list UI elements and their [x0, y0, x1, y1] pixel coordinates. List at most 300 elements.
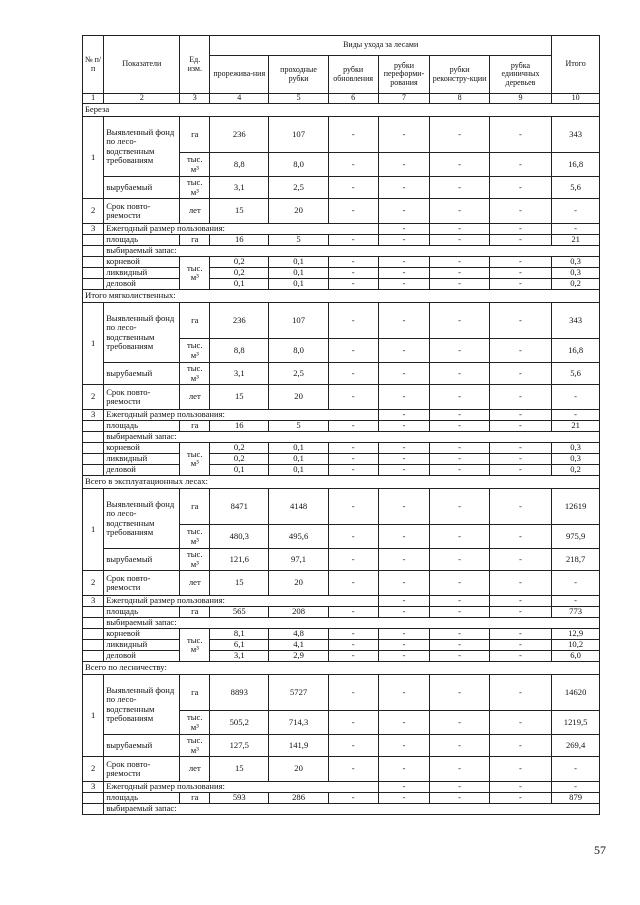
header-numbers-row: [83, 94, 600, 104]
value-cell: 0,2: [210, 443, 269, 454]
value-cell: 21: [552, 235, 600, 246]
indicator-label: Ежегодный размер пользования:: [104, 224, 378, 235]
data-row: [83, 804, 600, 815]
indicator-label: площадь: [104, 607, 180, 618]
value-cell: 5,6: [552, 177, 600, 199]
value-cell: -: [328, 279, 378, 290]
empty-cell: -: [378, 410, 430, 421]
empty-cell: -: [552, 224, 600, 235]
value-cell: 8,8: [210, 339, 269, 363]
value-cell: 3,1: [210, 363, 269, 385]
row-number: 1: [83, 117, 104, 199]
empty-cell: [83, 268, 104, 279]
indicator-label: выбираемый запас:: [104, 246, 600, 257]
data-row: [83, 303, 600, 339]
value-cell: -: [430, 711, 489, 735]
value-cell: -: [430, 454, 489, 465]
indicator-label: вырубаемый: [104, 549, 180, 571]
value-cell: 21: [552, 421, 600, 432]
value-cell: 8,1: [210, 629, 269, 640]
value-cell: -: [489, 793, 552, 804]
value-cell: -: [489, 303, 552, 339]
value-cell: -: [378, 257, 430, 268]
value-cell: -: [489, 489, 552, 525]
value-cell: -: [378, 651, 430, 662]
value-cell: 20: [269, 199, 328, 224]
value-cell: 208: [269, 607, 328, 618]
empty-cell: -: [430, 596, 489, 607]
empty-cell: -: [489, 224, 552, 235]
data-row: [83, 618, 600, 629]
data-row: [83, 421, 600, 432]
indicator-label: выбираемый запас:: [104, 432, 600, 443]
value-cell: -: [328, 651, 378, 662]
empty-cell: [83, 279, 104, 290]
value-cell: -: [489, 385, 552, 410]
unit-label: га: [180, 117, 210, 153]
value-cell: 4,8: [269, 629, 328, 640]
data-row: [83, 675, 600, 711]
value-cell: -: [328, 454, 378, 465]
data-row: [83, 235, 600, 246]
value-cell: 14620: [552, 675, 600, 711]
value-cell: -: [552, 199, 600, 224]
section-title: Итого мягколиственных:: [83, 290, 600, 303]
indicator-label: Ежегодный размер пользования:: [104, 410, 378, 421]
value-cell: -: [489, 257, 552, 268]
value-cell: 4148: [269, 489, 328, 525]
header-number: 5: [269, 94, 328, 104]
row-number: 1: [83, 303, 104, 385]
value-cell: -: [430, 303, 489, 339]
value-cell: 15: [210, 385, 269, 410]
value-cell: 121,6: [210, 549, 269, 571]
value-cell: -: [489, 177, 552, 199]
empty-cell: [83, 804, 104, 815]
empty-cell: [83, 443, 104, 454]
row-number: 2: [83, 571, 104, 596]
indicator-label: Срок повто-ряемости: [104, 385, 180, 410]
header-col: рубка единичных деревьев: [489, 56, 552, 94]
indicator-label: деловой: [104, 279, 180, 290]
empty-cell: -: [378, 224, 430, 235]
value-cell: -: [378, 629, 430, 640]
empty-cell: [83, 640, 104, 651]
unit-label: тыс. м³: [180, 525, 210, 549]
value-cell: -: [378, 675, 430, 711]
value-cell: -: [489, 465, 552, 476]
unit-label: тыс. м³: [180, 177, 210, 199]
value-cell: 0,1: [269, 279, 328, 290]
value-cell: 286: [269, 793, 328, 804]
unit-label: тыс. м³: [180, 549, 210, 571]
value-cell: 0,2: [552, 465, 600, 476]
value-cell: 127,5: [210, 735, 269, 757]
data-row: [83, 257, 600, 268]
value-cell: -: [489, 454, 552, 465]
value-cell: 0,1: [269, 257, 328, 268]
empty-cell: [83, 465, 104, 476]
value-cell: 5: [269, 235, 328, 246]
unit-label: тыс. м³: [180, 339, 210, 363]
value-cell: 2,5: [269, 363, 328, 385]
value-cell: -: [328, 363, 378, 385]
indicator-label: Срок повто-ряемости: [104, 199, 180, 224]
value-cell: -: [328, 199, 378, 224]
unit-label: лет: [180, 757, 210, 782]
data-row: [83, 385, 600, 410]
empty-cell: [83, 618, 104, 629]
header-indicators: Показатели: [104, 36, 180, 94]
value-cell: 0,1: [269, 268, 328, 279]
value-cell: 3,1: [210, 651, 269, 662]
value-cell: 4,1: [269, 640, 328, 651]
indicator-label: корневой: [104, 257, 180, 268]
value-cell: -: [430, 675, 489, 711]
value-cell: 0,3: [552, 454, 600, 465]
value-cell: 20: [269, 757, 328, 782]
indicator-label: ликвидный: [104, 640, 180, 651]
data-row: [83, 432, 600, 443]
unit-label: тыс. м³: [180, 443, 210, 476]
value-cell: 269,4: [552, 735, 600, 757]
value-cell: 5,6: [552, 363, 600, 385]
value-cell: -: [378, 607, 430, 618]
value-cell: -: [489, 199, 552, 224]
header-number: 2: [104, 94, 180, 104]
indicator-label: вырубаемый: [104, 363, 180, 385]
data-row: [83, 793, 600, 804]
value-cell: 15: [210, 571, 269, 596]
value-cell: -: [489, 153, 552, 177]
value-cell: -: [328, 268, 378, 279]
value-cell: -: [378, 235, 430, 246]
value-cell: -: [489, 525, 552, 549]
value-cell: -: [430, 735, 489, 757]
empty-cell: -: [430, 224, 489, 235]
value-cell: -: [489, 363, 552, 385]
empty-cell: -: [430, 410, 489, 421]
header-col: рубки обновления: [328, 56, 378, 94]
unit-label: га: [180, 235, 210, 246]
value-cell: -: [430, 421, 489, 432]
value-cell: -: [552, 385, 600, 410]
value-cell: -: [328, 235, 378, 246]
unit-label: тыс. м³: [180, 735, 210, 757]
value-cell: 16,8: [552, 153, 600, 177]
value-cell: 107: [269, 117, 328, 153]
empty-cell: -: [430, 782, 489, 793]
value-cell: -: [328, 640, 378, 651]
value-cell: 8893: [210, 675, 269, 711]
value-cell: 15: [210, 199, 269, 224]
value-cell: -: [489, 735, 552, 757]
value-cell: 2,5: [269, 177, 328, 199]
row-number: 1: [83, 489, 104, 571]
unit-label: га: [180, 489, 210, 525]
unit-label: га: [180, 793, 210, 804]
unit-label: га: [180, 303, 210, 339]
value-cell: -: [328, 443, 378, 454]
value-cell: -: [489, 339, 552, 363]
data-row: [83, 640, 600, 651]
value-cell: -: [430, 757, 489, 782]
data-row: [83, 651, 600, 662]
value-cell: 0,1: [210, 279, 269, 290]
value-cell: -: [328, 465, 378, 476]
value-cell: 3,1: [210, 177, 269, 199]
value-cell: 0,2: [210, 268, 269, 279]
data-row: [83, 549, 600, 571]
header-number: 9: [489, 94, 552, 104]
value-cell: -: [328, 153, 378, 177]
section-title-row: [83, 290, 600, 303]
value-cell: 16: [210, 421, 269, 432]
value-cell: -: [489, 571, 552, 596]
value-cell: 10,2: [552, 640, 600, 651]
empty-cell: [83, 257, 104, 268]
value-cell: -: [552, 571, 600, 596]
unit-label: тыс. м³: [180, 153, 210, 177]
header-number: 7: [378, 94, 430, 104]
row-number: 2: [83, 757, 104, 782]
indicator-label: Срок повто-ряемости: [104, 757, 180, 782]
value-cell: -: [430, 177, 489, 199]
value-cell: -: [378, 525, 430, 549]
indicator-label: корневой: [104, 629, 180, 640]
value-cell: -: [489, 675, 552, 711]
value-cell: -: [328, 257, 378, 268]
header-number: 1: [83, 94, 104, 104]
row-number: 3: [83, 782, 104, 793]
value-cell: -: [378, 153, 430, 177]
value-cell: -: [328, 675, 378, 711]
empty-cell: [83, 246, 104, 257]
value-cell: 495,6: [269, 525, 328, 549]
value-cell: 5: [269, 421, 328, 432]
value-cell: -: [378, 465, 430, 476]
value-cell: -: [378, 268, 430, 279]
value-cell: -: [378, 571, 430, 596]
empty-cell: -: [378, 782, 430, 793]
value-cell: 8,0: [269, 339, 328, 363]
header-col: прорежива-ния: [210, 56, 269, 94]
section-title: Всего в эксплуатационных лесах:: [83, 476, 600, 489]
empty-cell: [83, 235, 104, 246]
header-number: 3: [180, 94, 210, 104]
value-cell: 0,2: [210, 454, 269, 465]
value-cell: -: [378, 363, 430, 385]
row-number: 2: [83, 385, 104, 410]
indicator-label: выбираемый запас:: [104, 618, 600, 629]
value-cell: -: [328, 489, 378, 525]
value-cell: 236: [210, 117, 269, 153]
value-cell: 565: [210, 607, 269, 618]
empty-cell: [83, 607, 104, 618]
unit-label: тыс. м³: [180, 363, 210, 385]
value-cell: -: [378, 339, 430, 363]
value-cell: -: [328, 793, 378, 804]
indicator-label: вырубаемый: [104, 177, 180, 199]
value-cell: -: [378, 303, 430, 339]
value-cell: 0,1: [210, 465, 269, 476]
value-cell: 12619: [552, 489, 600, 525]
value-cell: -: [328, 607, 378, 618]
data-row: [83, 782, 600, 793]
data-row: [83, 177, 600, 199]
value-cell: 20: [269, 385, 328, 410]
value-cell: 15: [210, 757, 269, 782]
indicator-label: деловой: [104, 651, 180, 662]
header-col: рубки переформи-рования: [378, 56, 430, 94]
value-cell: -: [378, 279, 430, 290]
data-row: [83, 454, 600, 465]
value-cell: -: [489, 235, 552, 246]
section-title-row: [83, 476, 600, 489]
row-number: 3: [83, 224, 104, 235]
value-cell: -: [430, 363, 489, 385]
header-number: 4: [210, 94, 269, 104]
empty-cell: -: [552, 596, 600, 607]
value-cell: 773: [552, 607, 600, 618]
indicator-label: ликвидный: [104, 268, 180, 279]
value-cell: 2,9: [269, 651, 328, 662]
value-cell: -: [430, 549, 489, 571]
data-row: [83, 199, 600, 224]
value-cell: -: [430, 235, 489, 246]
value-cell: -: [378, 385, 430, 410]
value-cell: -: [430, 385, 489, 410]
data-row: [83, 596, 600, 607]
header-number: 6: [328, 94, 378, 104]
value-cell: 8,8: [210, 153, 269, 177]
value-cell: -: [430, 607, 489, 618]
value-cell: -: [378, 640, 430, 651]
empty-cell: -: [552, 782, 600, 793]
empty-cell: [83, 793, 104, 804]
value-cell: -: [328, 421, 378, 432]
data-row: [83, 224, 600, 235]
value-cell: 218,7: [552, 549, 600, 571]
empty-cell: -: [489, 410, 552, 421]
data-row: [83, 489, 600, 525]
unit-label: тыс. м³: [180, 629, 210, 662]
value-cell: 97,1: [269, 549, 328, 571]
value-cell: 593: [210, 793, 269, 804]
value-cell: -: [378, 421, 430, 432]
value-cell: 0,3: [552, 443, 600, 454]
value-cell: 5727: [269, 675, 328, 711]
value-cell: 107: [269, 303, 328, 339]
value-cell: 8471: [210, 489, 269, 525]
value-cell: 0,2: [210, 257, 269, 268]
row-number: 1: [83, 675, 104, 757]
value-cell: -: [430, 651, 489, 662]
value-cell: -: [328, 177, 378, 199]
value-cell: -: [552, 757, 600, 782]
value-cell: -: [430, 629, 489, 640]
indicator-label: Срок повто-ряемости: [104, 571, 180, 596]
value-cell: -: [430, 279, 489, 290]
value-cell: -: [430, 525, 489, 549]
header-number: 10: [552, 94, 600, 104]
data-row: [83, 410, 600, 421]
value-cell: 0,3: [552, 257, 600, 268]
value-cell: 0,1: [269, 443, 328, 454]
row-number: 2: [83, 199, 104, 224]
value-cell: -: [430, 153, 489, 177]
value-cell: -: [328, 385, 378, 410]
indicator-label: площадь: [104, 235, 180, 246]
data-row: [83, 629, 600, 640]
value-cell: 6,1: [210, 640, 269, 651]
data-row: [83, 443, 600, 454]
indicator-label: корневой: [104, 443, 180, 454]
unit-label: га: [180, 607, 210, 618]
value-cell: 20: [269, 571, 328, 596]
value-cell: 714,3: [269, 711, 328, 735]
value-cell: -: [489, 711, 552, 735]
value-cell: -: [489, 549, 552, 571]
value-cell: -: [489, 629, 552, 640]
value-cell: -: [489, 117, 552, 153]
row-number: 3: [83, 596, 104, 607]
value-cell: 8,0: [269, 153, 328, 177]
empty-cell: [83, 629, 104, 640]
value-cell: -: [378, 711, 430, 735]
indicator-label: Выявленный фонд по лесо-водственным требованиям: [104, 489, 180, 549]
unit-label: га: [180, 675, 210, 711]
value-cell: -: [489, 607, 552, 618]
indicator-label: выбираемый запас:: [104, 804, 600, 815]
unit-label: лет: [180, 571, 210, 596]
indicator-label: Выявленный фонд по лесо-водственным требованиям: [104, 675, 180, 735]
empty-cell: [83, 454, 104, 465]
value-cell: 141,9: [269, 735, 328, 757]
value-cell: -: [378, 735, 430, 757]
empty-cell: [83, 432, 104, 443]
value-cell: -: [328, 629, 378, 640]
indicator-label: ликвидный: [104, 454, 180, 465]
section-title: Береза: [83, 104, 600, 117]
data-row: [83, 117, 600, 153]
data-row: [83, 571, 600, 596]
value-cell: -: [378, 757, 430, 782]
indicator-label: площадь: [104, 421, 180, 432]
header-col: рубки реконстру-кции: [430, 56, 489, 94]
value-cell: 6,0: [552, 651, 600, 662]
value-cell: -: [378, 177, 430, 199]
value-cell: -: [430, 465, 489, 476]
header-unit: Ед. изм.: [180, 36, 210, 94]
value-cell: -: [328, 757, 378, 782]
value-cell: -: [328, 117, 378, 153]
indicator-label: вырубаемый: [104, 735, 180, 757]
unit-label: тыс. м³: [180, 711, 210, 735]
value-cell: 879: [552, 793, 600, 804]
value-cell: -: [328, 303, 378, 339]
value-cell: -: [430, 443, 489, 454]
indicator-label: площадь: [104, 793, 180, 804]
data-row: [83, 363, 600, 385]
row-number: 3: [83, 410, 104, 421]
empty-cell: [83, 421, 104, 432]
empty-cell: -: [489, 782, 552, 793]
value-cell: -: [430, 793, 489, 804]
indicator-label: Ежегодный размер пользования:: [104, 782, 378, 793]
value-cell: -: [489, 640, 552, 651]
value-cell: -: [328, 339, 378, 363]
